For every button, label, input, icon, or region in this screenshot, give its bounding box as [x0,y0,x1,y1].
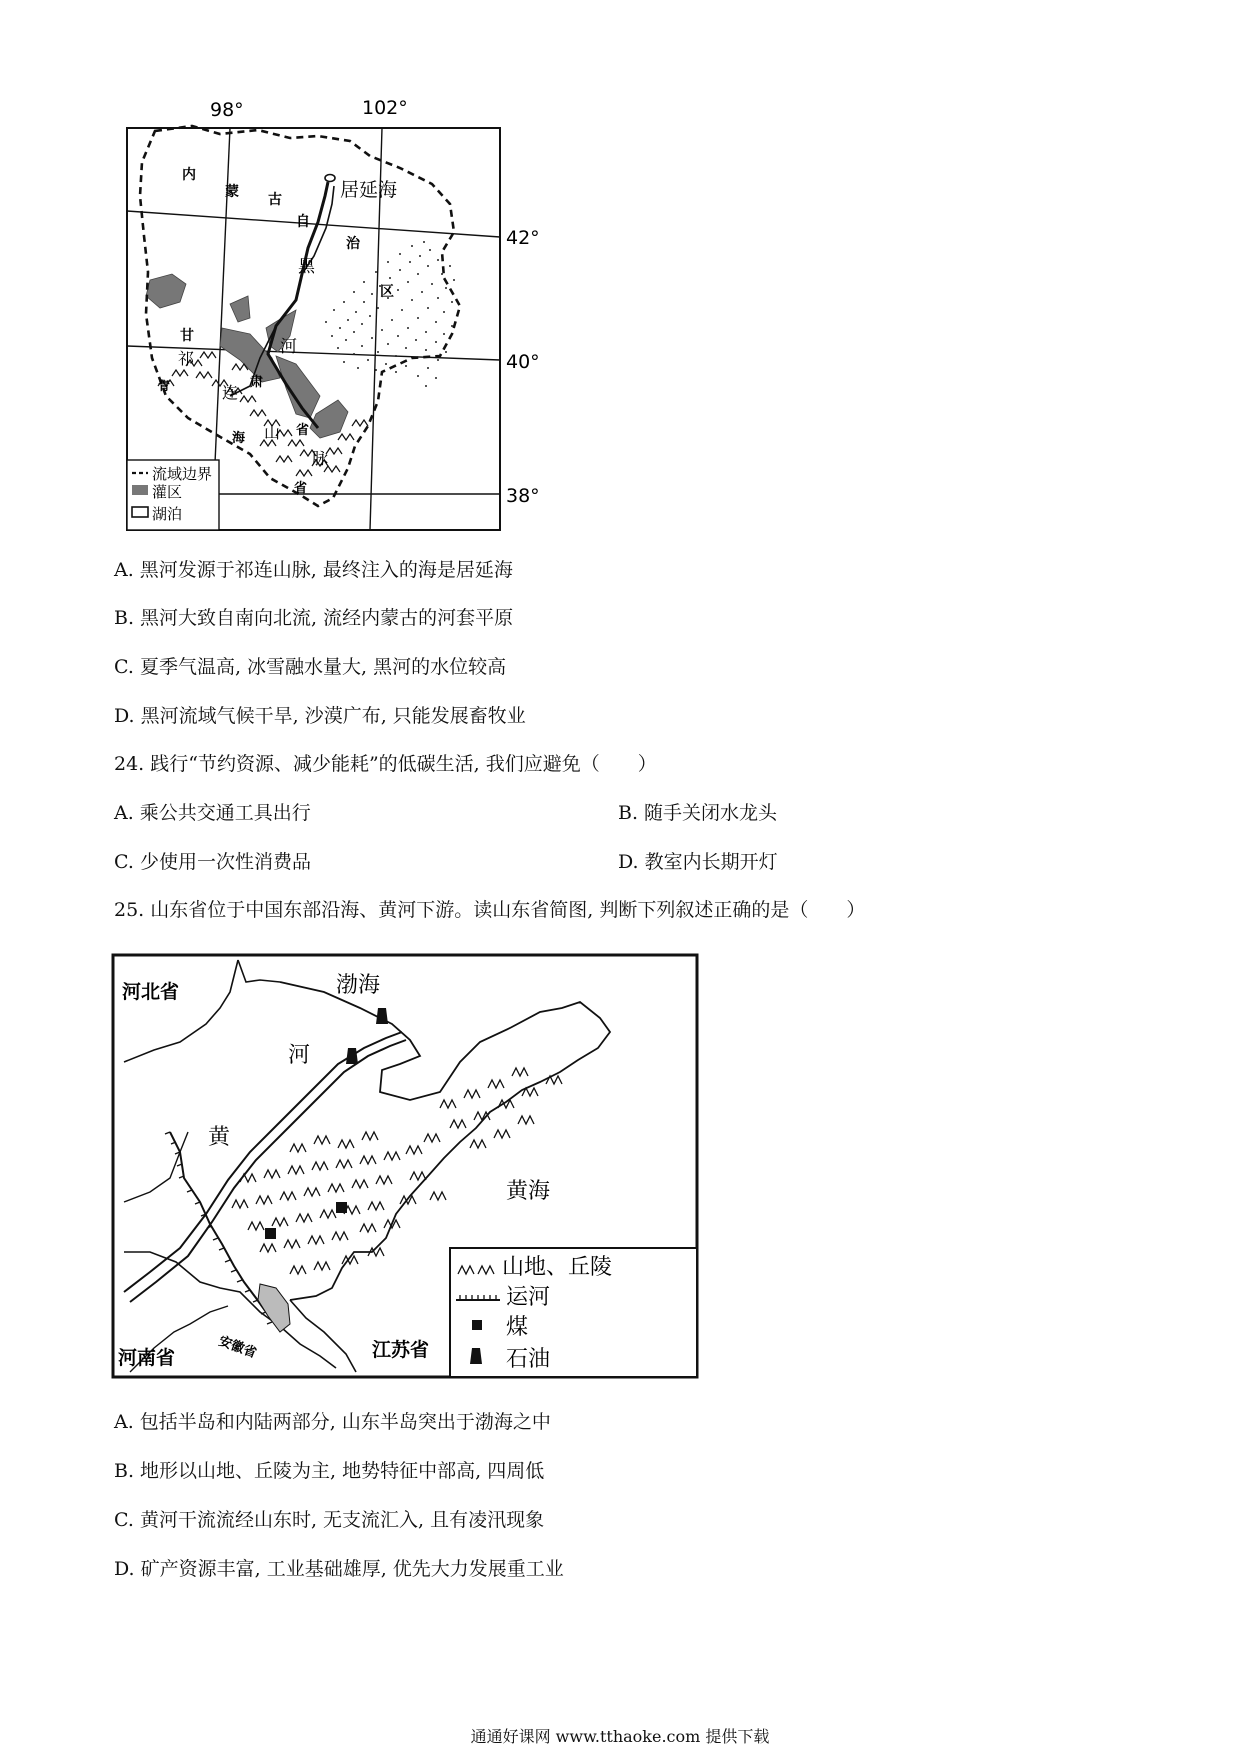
map2-legend [450,1248,697,1377]
q23-option-c: C. 夏季气温高, 冰雪融水量大, 黑河的水位较高 [114,656,507,678]
lat-label-38: 38° [506,485,540,507]
label-gan: 甘 [180,328,194,344]
lon-label-102: 102° [362,97,408,119]
label-shan: 山 [264,423,281,442]
q24-stem: 24. 践行“节约资源、减少能耗”的低碳生活, 我们应避免（ ） [114,753,657,775]
label-anhui: 安徽省 [216,1333,259,1362]
q25-option-a: A. 包括半岛和内陆两部分, 山东半岛突出于渤海之中 [114,1411,551,1433]
desert-area [325,241,455,387]
label-zhi: 治 [346,236,360,252]
label-qi: 祁 [178,349,195,368]
label-lian: 连 [222,383,239,402]
heihe-basin-map [100,96,620,546]
label-huanghai: 黄海 [506,1179,551,1204]
label-he2: 河 [288,1043,311,1068]
coal-symbol [265,1228,276,1239]
label-su: 肃 [250,375,264,390]
map1-legend [127,460,219,530]
label-nei: 内 [182,167,196,183]
legend-coal-label: 煤 [506,1315,529,1340]
q24-option-d: D. 教室内长期开灯 [618,851,778,873]
label-qu: 区 [380,284,394,300]
shandong-map [110,952,702,1382]
label-gu: 古 [268,192,282,208]
q25-option-b: B. 地形以山地、丘陵为主, 地势特征中部高, 四周低 [114,1460,545,1482]
irrigated-areas [146,274,348,438]
q25-option-d: D. 矿产资源丰富, 工业基础雄厚, 优先大力发展重工业 [114,1558,564,1580]
legend-boundary-label: 流域边界 [152,465,213,483]
q23-option-b: B. 黑河大致自南向北流, 流经内蒙古的河套平原 [114,607,514,629]
label-he: 河 [280,337,297,357]
coal-symbol [336,1202,347,1213]
label-jiangsu: 江苏省 [372,1339,430,1361]
q24-option-b: B. 随手关闭水龙头 [618,802,778,824]
lat-label-40: 40° [506,351,540,373]
q25-option-c: C. 黄河干流流经山东时, 无支流汇入, 且有凌汛现象 [114,1509,545,1531]
legend-irrigation-icon [132,485,148,495]
q24-option-a: A. 乘公共交通工具出行 [114,802,311,824]
legend-mountain-label: 山地、丘陵 [502,1255,613,1280]
q23-option-a: A. 黑河发源于祁连山脉, 最终注入的海是居延海 [114,559,513,581]
legend-lake-icon [132,507,148,517]
label-mai: 脉 [312,449,329,468]
label-qing: 青 [158,379,171,393]
label-zi: 自 [296,214,310,230]
label-meng: 蒙 [225,184,239,200]
legend-canal-label: 运河 [506,1285,551,1310]
label-juyanhai: 居延海 [340,179,398,201]
legend-irrigation-label: 灌区 [152,483,183,501]
label-henan: 河南省 [118,1347,176,1369]
juyanhai-lake [325,175,335,182]
label-bohai: 渤海 [336,973,381,998]
page-footer: 通通好课网 www.tthaoke.com 提供下载 [470,1727,770,1746]
label-sheng2: 省 [294,481,308,496]
oil-symbol [346,1048,358,1064]
lat-label-42: 42° [506,227,540,249]
legend-coal-icon [472,1320,482,1330]
legend-oil-icon [470,1348,482,1364]
lon-label-98: 98° [210,99,244,121]
label-huang: 黄 [208,1125,231,1150]
oil-symbol [376,1008,388,1024]
q25-stem: 25. 山东省位于中国东部沿海、黄河下游。读山东省简图, 判断下列叙述正确的是（ ） [114,899,866,921]
q24-option-c: C. 少使用一次性消费品 [114,851,311,873]
label-sheng: 省 [296,423,310,438]
q23-option-d: D. 黑河流域气候干旱, 沙漠广布, 只能发展畜牧业 [114,705,526,727]
legend-lake-label: 湖泊 [152,505,183,523]
label-hai: 海 [232,431,246,446]
label-hebei: 河北省 [122,981,180,1003]
label-hei: 黑 [298,257,315,277]
basin-boundary [140,126,460,506]
legend-oil-label: 石油 [506,1347,551,1372]
